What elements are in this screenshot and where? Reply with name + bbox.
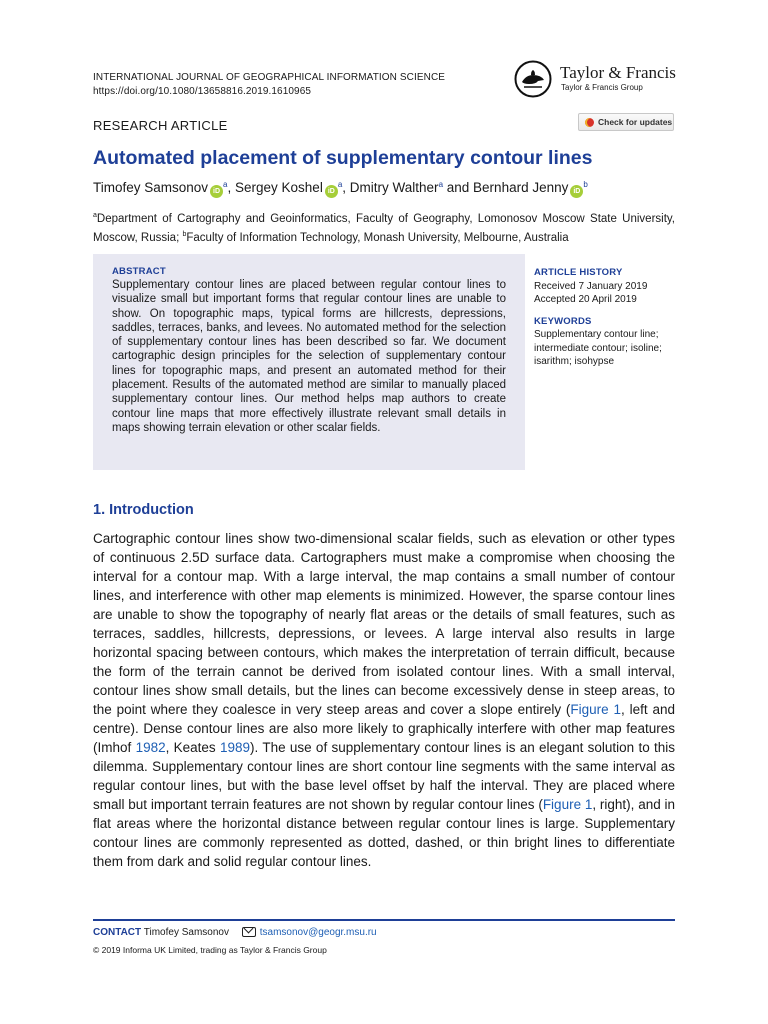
journal-name: INTERNATIONAL JOURNAL OF GEOGRAPHICAL INFORMATION SCIENCE (93, 72, 446, 83)
body-text: , Keates (165, 740, 220, 755)
section-heading: 1. Introduction (93, 502, 194, 518)
abstract-heading: ABSTRACT (112, 266, 166, 277)
body-text: ). The use of supplementary contour lines is an elegant solution to this dilemma. Supplementary contour lines are short contour line segments with the same interval as regular contour lines, but with the base level offset by half the interval. They are placed where small but important terrain features are not shown by regular contour lines ( (93, 740, 675, 812)
affiliation-marker: a (93, 212, 97, 219)
author-list (93, 180, 588, 198)
orcid-icon[interactable]: iD (570, 185, 583, 198)
orcid-icon[interactable]: iD (210, 185, 223, 198)
body-text: Cartographic contour lines show two-dimensional scalar fields, such as elevation or other types of continuous 2.5D surface data. Cartographers must make a compromise when choosing the interval for a contour map. With a large interval, the map contains a small number of contour lines, and interference with other map elements is minimized. However, the sparse contour lines are unable to show the topography of nearly flat areas or the details of small features, such as terraces, saddles, hillcrests, depressions, or levees. A large interval also results in large horizontal spacing between contours, which makes the interpretation of terrain difficult, because the form of the terrain cannot be derived from isolated contour lines. With a small interval, contour lines show small details, but the lines can become excessively dense in steep areas, to the point where they coalesce in very steep areas and cover a slope entirely ( (93, 531, 675, 717)
publisher-name: Taylor & Francis (560, 63, 676, 82)
body-text: , left and centre). Dense contour lines are also more likely to graphically interfere with other map features (Imhof (93, 702, 675, 755)
figure-1-link[interactable]: Figure 1 (542, 797, 593, 812)
envelope-icon (242, 927, 256, 937)
author-name[interactable]: Dmitry Walther (349, 180, 439, 195)
author-separator: and (443, 180, 474, 195)
crossmark-icon (585, 118, 594, 127)
email-link[interactable]: tsamsonov@geogr.msu.ru (259, 927, 377, 938)
introduction-paragraph (93, 529, 675, 871)
doi-link[interactable]: https://doi.org/10.1080/13658816.2019.1610965 (93, 86, 312, 97)
abstract-text: Supplementary contour lines are placed between regular contour lines to visualize small but important forms that regular contour lines are unable to show. On topographic maps, typical forms are hillcrests, depressions, saddles, terraces, banks, and levees. No automated method for the selection of supplementary contour lines has been described so far. We document cartographic design principles for the selection of supplementary contour lines for topographic maps, and present an automated method for their placement. Results of the automated method are similar to manually placed supplementary contour lines. Our method helps map authors to create contour line maps that more effectively illustrate relevant small details in maps showing terrain elevation or other scalar fields. (112, 279, 506, 434)
journal-header (93, 71, 445, 99)
accepted-date: Accepted 20 April 2019 (534, 294, 637, 305)
citation-link-1982[interactable]: 1982 (135, 740, 166, 755)
contact-name: Timofey Samsonov (143, 927, 229, 938)
affiliation-marker: b (583, 180, 588, 189)
affiliations (93, 208, 675, 246)
body-text: , right), and in flat areas where the horizontal distance between regular contour lines is large. Supplementary contour lines are commonly represented as dotted, dashed, or thin bright lines to differentiate them from dark and solid regular contour lines. (93, 797, 676, 869)
author-separator: , (342, 180, 350, 195)
article-history-heading: ARTICLE HISTORY (534, 267, 623, 278)
contact-label: CONTACT (93, 927, 142, 938)
copyright-notice: © 2019 Informa UK Limited, trading as Taylor & Francis Group (93, 945, 327, 955)
check-for-updates-label: Check for updates (598, 117, 673, 127)
author-name[interactable]: Timofey Samsonov (93, 180, 209, 195)
figure-1-link[interactable]: Figure 1 (570, 702, 622, 717)
keywords-heading: KEYWORDS (534, 315, 592, 327)
affiliation-marker: a (223, 180, 228, 189)
contact-line (93, 927, 377, 938)
affiliation-marker: a (337, 180, 343, 189)
abstract-box (93, 254, 525, 470)
footer-divider (93, 919, 675, 921)
teapot-lamp-icon (514, 60, 552, 98)
article-title: Automated placement of supplementary contour lines (93, 147, 593, 169)
orcid-icon[interactable]: iD (325, 185, 338, 198)
article-info-sidebar (534, 266, 684, 369)
affiliation-b: Faculty of Information Technology, Monash University, Melbourne, Australia (186, 231, 569, 244)
author-separator: , (227, 180, 236, 195)
affiliation-marker: b (182, 230, 187, 238)
keywords-text: Supplementary contour line; intermediate contour; isoline; isarithm; isohypse (534, 329, 662, 367)
received-date: Received 7 January 2019 (534, 280, 648, 292)
article-type: RESEARCH ARTICLE (93, 118, 228, 133)
publisher-group: Taylor & Francis Group (561, 83, 643, 92)
affiliation-a: Department of Cartography and Geoinformatics, Faculty of Geography, Lomonosov Moscow State University, Moscow, Russia; (93, 212, 675, 244)
author-name[interactable]: Sergey Koshel (235, 180, 323, 195)
citation-link-1989[interactable]: 1989 (219, 740, 251, 755)
check-for-updates-button[interactable] (578, 113, 674, 131)
author-name[interactable]: Bernhard Jenny (473, 180, 569, 195)
publisher-logo[interactable] (514, 60, 682, 100)
affiliation-marker: a (438, 180, 444, 189)
